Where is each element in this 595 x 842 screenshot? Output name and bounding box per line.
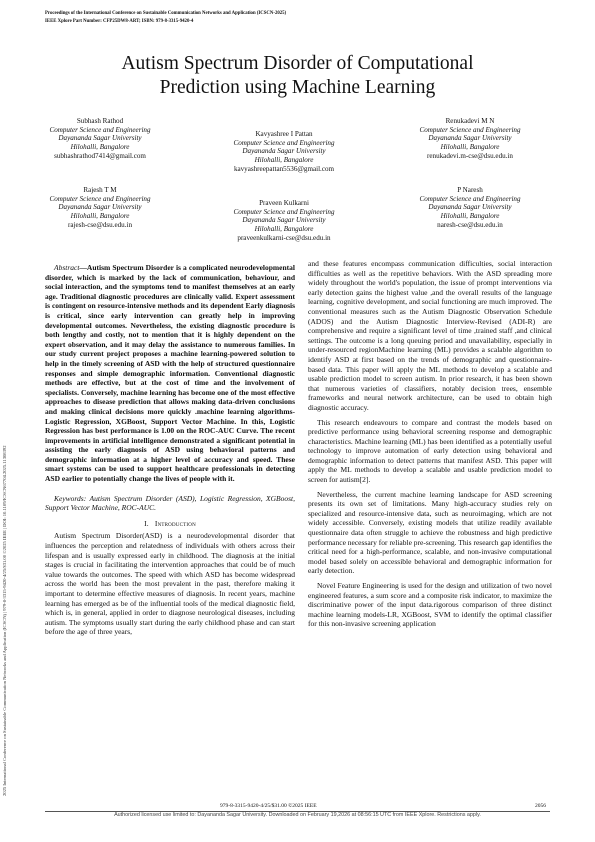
page-number: 2056	[535, 803, 546, 809]
author-university: Dayananda Sagar University	[242, 216, 326, 225]
author-dept: Computer Science and Engineering	[233, 138, 335, 147]
author-city: Hilohalli, Bangalore	[440, 212, 500, 221]
right-column	[308, 259, 552, 634]
abstract-text: —Autism Spectrum Disorder is a complicated neurodevelopmental disorder, which is marked by the lack of communication, behaviour, and social interaction, and the symptoms tend to manifest themselves at an early age. Traditional diagnostic procedures are clinically valid. Expert assessment is contingent on resource-intensive methods and its dependent Early diagnosis is critical, since early intervention can greatly help in improving developmental outcomes. Nevertheless, the existing diagnostic procedure is both lengthy and costly, not to mention that it is highly dependent on the expert observation, and it may delay the assistance to numerous families. In our study current project proposes a machine learning-powered solution to help in the timely screening of ASD with the help of structured questionnaire responses and simple demographic information. Conventional diagnostic methods are effective, but at the cost of time and the involvement of specialists. Conversely, machine learning has become one of the most effective approaches to disease prediction that allows making data-driven conclusions and making clinical decisions more quickly .machine learning algorithms-Logistic Regression, XGBoost, Support Vector Machine. In this, Logistic Regression has best performance is 1.00 on the ROC-AUC Curve. The recent improvements in artificial intelligence demonstrated a significant potential in assisting the early diagnosis of ASD using behavioral patterns and demographic information at a higher level of accuracy and speed. These smart systems can be used to support healthcare professionals in detecting ASD earlier to potentially change the lives of people with it.	[45, 263, 295, 484]
author-dept: Computer Science and Engineering	[419, 125, 521, 134]
author-email: naresh-cse@dsu.edu.in	[437, 220, 503, 229]
footer-isbn: 979-8-3315-9420-4/25/$31.00 ©2025 IEEE	[220, 803, 317, 809]
author-email: kavyashreepattan5536@gmail.com	[233, 164, 335, 173]
license-notice: Authorized licensed use limited to: Dayananda Sagar University. Downloaded on February 19,2026 at 08:56:15 UTC from IEEE Xplore. Restrictions apply.	[114, 812, 481, 818]
author-block-1	[25, 117, 175, 161]
author-block-2	[209, 130, 359, 174]
section-title: Introduction	[154, 518, 196, 528]
author-dept: Computer Science and Engineering	[419, 194, 521, 203]
author-dept: Computer Science and Engineering	[49, 194, 151, 203]
author-name: P Naresh	[457, 186, 483, 194]
author-university: Dayananda Sagar University	[58, 134, 142, 143]
body-paragraph-4: Novel Feature Engineering is used for the design and utilization of two novel engineered features, a sum score and a composite risk indicator, to maximize the discriminative power of the input data.rigorous comparison of three distinct machine learning models-LR, XGBoost, SVM to identify the optimal classifier for this non-invasive screening application	[308, 581, 552, 629]
left-column	[45, 263, 295, 642]
author-city: Hilohalli, Bangalore	[254, 225, 314, 234]
conference-header-line1: Proceedings of the International Conference on Sustainable Communication Networks and Application (ICSCN-2025)	[45, 11, 287, 16]
author-block-5	[209, 199, 359, 243]
author-email: praveenkulkarni-cse@dsu.edu.in	[237, 233, 331, 242]
intro-paragraph-1: Autism Spectrum Disorder(ASD) is a neurodevelopmental disorder that influences the perception and relatedness of individuals with others across their lifespan and is usually expressed early in childhood. The diagnosis at the initial stages is crucial in facilitating the intervention approaches that could be of much value towards the outcomes. The speed with which ASD has become widespread across the world has been the most prevalent in the past, therefore making it important to determine effective measures of diagnosis. In recent years, machine learning has emerged as be of the influential tools of the medical diagnostic field, which is, in general, applied in order to diagnose neurological diseases, including autism. The symptoms usually start during the early childhood phase and can start before the age of three years,	[45, 531, 295, 637]
abstract	[45, 263, 295, 484]
body-paragraph-3: Nevertheless, the current machine learning landscape for ASD screening presents its own set of limitations. Many high-accuracy studies rely on specialized and resource-intensive data, such as neuroimaging, which are not widely accessible. Conversely, existing models that utilize readily available questionnaire data often struggle to achieve the robustness and high predictive performance necessary for reliable pre-screening. This research gap identifies the critical need for a high-performance, scalable, and non-invasive computational model based solely on accessible behavioral and demographic information for early detection.	[308, 489, 552, 576]
author-university: Dayananda Sagar University	[428, 203, 512, 212]
author-university: Dayananda Sagar University	[58, 203, 142, 212]
author-dept: Computer Science and Engineering	[233, 207, 335, 216]
conference-header-line2: IEEE Xplore Part Number: CFP25DW8-ART; ISBN: 979-8-3315-9420-4	[45, 19, 194, 24]
author-email: rajesh-cse@dsu.edu.in	[67, 220, 133, 229]
author-email: renukadevi.m-cse@dsu.edu.in	[427, 151, 513, 160]
author-email: subhashrathod7414@gmail.com	[54, 151, 146, 160]
author-name: Kavyashree I Pattan	[255, 130, 313, 138]
doi-side-banner: 2025 International Conference on Sustainable Communication Networks and Application (ICSCN) | 979-8-3315-9420-4/25/$31.00 ©2025 IEEE | DOI: 10.1109/ICSCN67704.2025.11308392	[2, 445, 7, 796]
author-block-4	[25, 186, 175, 230]
body-paragraph-1: and these features encompass communication difficulties, social interaction difficulties as well as the repetitive behaviors. With the ASD spreading more widely throughout the world's population, the issue of prompt interventions via early detection gains the highest value ,and the overall results of the language learning, cognitive development, and social functioning are much improved. The conventional measures such as the Autism Diagnostic Observation Schedule (ADOS) and the Autism Diagnostic Interview-Revised (ADI-R) are comprehensive and require a significant level of time ,trained staff ,and clinical settings. The outcome is a long queuing period and unavailability, especially in under-resourced regionMachine learning (ML) provides a scalable algorithm to identify ASD at first based on the trends of demographic and questionnaire-based data. This paper will apply the ML methods to develop a scalable and usable prediction model to screen autism. In prior research, it has been shown that numerous varieties of classifiers, notably decision trees, ensemble frameworks and neural network architecture, can be used to obtain high diagnostic accuracy.	[308, 259, 552, 412]
paper-title-line1: Autism Spectrum Disorder of Computational	[121, 53, 474, 74]
author-block-3	[395, 117, 545, 161]
author-city: Hilohalli, Bangalore	[70, 212, 130, 221]
keywords: Keywords: Autism Spectrum Disorder (ASD), Logistic Regression, XGBoost, Support Vector Machine, ROC-AUC.	[45, 493, 295, 513]
section-number: I.	[144, 518, 149, 528]
author-city: Hilohalli, Bangalore	[70, 143, 130, 152]
author-university: Dayananda Sagar University	[428, 134, 512, 143]
author-block-6	[395, 186, 545, 230]
author-name: Praveen Kulkarni	[259, 199, 309, 207]
author-name: Renukadevi M N	[445, 117, 495, 125]
author-dept: Computer Science and Engineering	[49, 125, 151, 134]
body-paragraph-2: This research endeavours to compare and contrast the models based on predictive performance using behavioral screening response and demographic characteristics. Machine learning (ML) has been identified as a potentially useful technology to improve automation of early detection using behavioral and demographic information to detect patterns that manifest ASD. This paper will apply the ML methods to develop a scalable and usable prediction model to screen for autism[2].	[308, 417, 552, 485]
author-name: Rajesh T M	[83, 186, 117, 194]
abstract-label: Abstract	[54, 263, 80, 272]
author-name: Subhash Rathod	[76, 117, 124, 125]
author-city: Hilohalli, Bangalore	[254, 156, 314, 165]
author-university: Dayananda Sagar University	[242, 147, 326, 156]
paper-title-line2: Prediction using Machine Learning	[159, 77, 436, 98]
author-city: Hilohalli, Bangalore	[440, 143, 500, 152]
section-heading-introduction	[45, 519, 295, 529]
